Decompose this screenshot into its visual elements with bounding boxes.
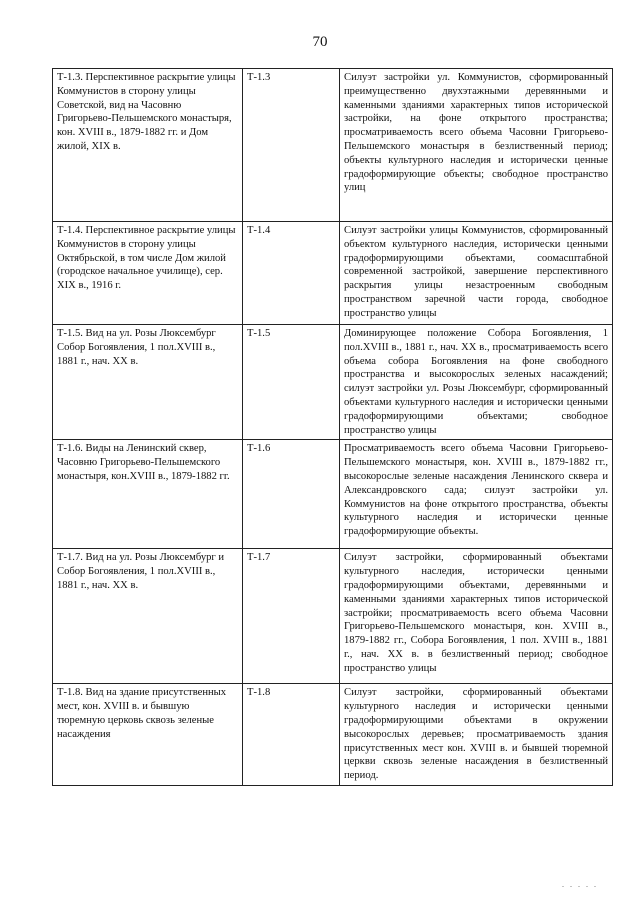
table-row — [53, 69, 613, 222]
view-code-cell: Т-1.5 — [243, 325, 340, 440]
view-code-cell: Т-1.4 — [243, 222, 340, 325]
view-description-cell: Т-1.6. Виды на Ленинский сквер, Часовню Григорьево-Пельшемского монастыря, кон.XVIII в., 1879-1882 гг. — [53, 440, 243, 549]
table-row — [53, 222, 613, 325]
view-code-cell: Т-1.6 — [243, 440, 340, 549]
view-description-cell: Т-1.7. Вид на ул. Розы Люксембург и Собор Богоявления, 1 пол.XVIII в., 1881 г., нач. XX в. — [53, 549, 243, 684]
table-row — [53, 325, 613, 440]
protected-characteristics-cell: Просматриваемость всего объема Часовни Григорьево-Пельшемского монастыря, кон. XVIII в., 1879-1882 гг., высокорослые зеленые насаждения Ленинского сквера и Александровского сада; силуэт застройки ул. Коммунистов на фоне открытого пространства, объекты культурного наследия и исторически ценные градоформирующие объекты. — [340, 440, 613, 549]
view-points-table — [52, 68, 613, 786]
table-row — [53, 440, 613, 549]
view-description-cell: Т-1.5. Вид на ул. Розы Люксембург Собор Богоявления, 1 пол.XVIII в., 1881 г., нач. XX в. — [53, 325, 243, 440]
view-code-cell: Т-1.7 — [243, 549, 340, 684]
scan-artifact-mark: . . . . . — [562, 880, 598, 889]
protected-characteristics-cell: Силуэт застройки улицы Коммунистов, сформированный объектом культурного наследия, исторически ценными градоформирующими объектами, соомасштабной современной застройкой, завершение перспективного раскрытия улицы незастроенным свободным пространством заречной части города, свободное пространство улицы — [340, 222, 613, 325]
view-description-cell: Т-1.4. Перспективное раскрытие улицы Коммунистов в сторону улицы Октябрьской, в том числе Дом жилой (городское начальное училище), сер. XIX в., 1916 г. — [53, 222, 243, 325]
view-code-cell: Т-1.3 — [243, 69, 340, 222]
view-description-cell: Т-1.3. Перспективное раскрытие улицы Коммунистов в сторону улицы Советской, вид на Часовню Григорьево-Пельшемского монастыря, кон. XVIII в., 1879-1882 гг. и Дом жилой, XIX в. — [53, 69, 243, 222]
protected-characteristics-cell: Силуэт застройки ул. Коммунистов, сформированный преимущественно двухэтажными деревянными и каменными зданиями характерных типов исторической застройки, на фоне открытого пространства; просматриваемость всего объема Часовни Григорьево-Пельшемского монастыря в безлиственный период; объекты культурного наследия и исторически ценные градоформирующие объекты; свободное пространство улиц — [340, 69, 613, 222]
view-description-cell: Т-1.8. Вид на здание присутственных мест, кон. XVIII в. и бывшую тюремную церковь сквозь зеленые насаждения — [53, 684, 243, 786]
protected-characteristics-cell: Силуэт застройки, сформированный объектами культурного наследия и исторически ценными градоформирующими объектами в окружении высокорослых деревьев; просматриваемость здания присутственных мест кон. XVIII в. и бывшей тюремной церкви сквозь зеленые насаждения в безлиственный период. — [340, 684, 613, 786]
protected-characteristics-cell: Доминирующее положение Собора Богоявления, 1 пол.XVIII в., 1881 г., нач. XX в., просматриваемость всего объема собора Богоявления на фоне свободного пространства и высокорослых зеленых насаждений; силуэт застройки ул. Розы Люксембург, сформированный объектами культурного наследия и исторически ценными градоформирующими объектами; свободное пространство улицы — [340, 325, 613, 440]
page-number: 70 — [312, 34, 328, 50]
table-row — [53, 684, 613, 786]
table-row — [53, 549, 613, 684]
view-code-cell: Т-1.8 — [243, 684, 340, 786]
protected-characteristics-cell: Силуэт застройки, сформированный объектами культурного наследия, исторически ценными градоформирующими объектами, деревянными и каменными зданиями характерных типов исторической застройки; просматриваемость всего объема Часовни Григорьево-Пельшемского монастыря, кон. XVIII в., 1879-1882 гг., Собора Богоявления, 1 пол. XVIII в., 1881 г., нач. XX в. в безлиственный период; свободное пространство улицы — [340, 549, 613, 684]
